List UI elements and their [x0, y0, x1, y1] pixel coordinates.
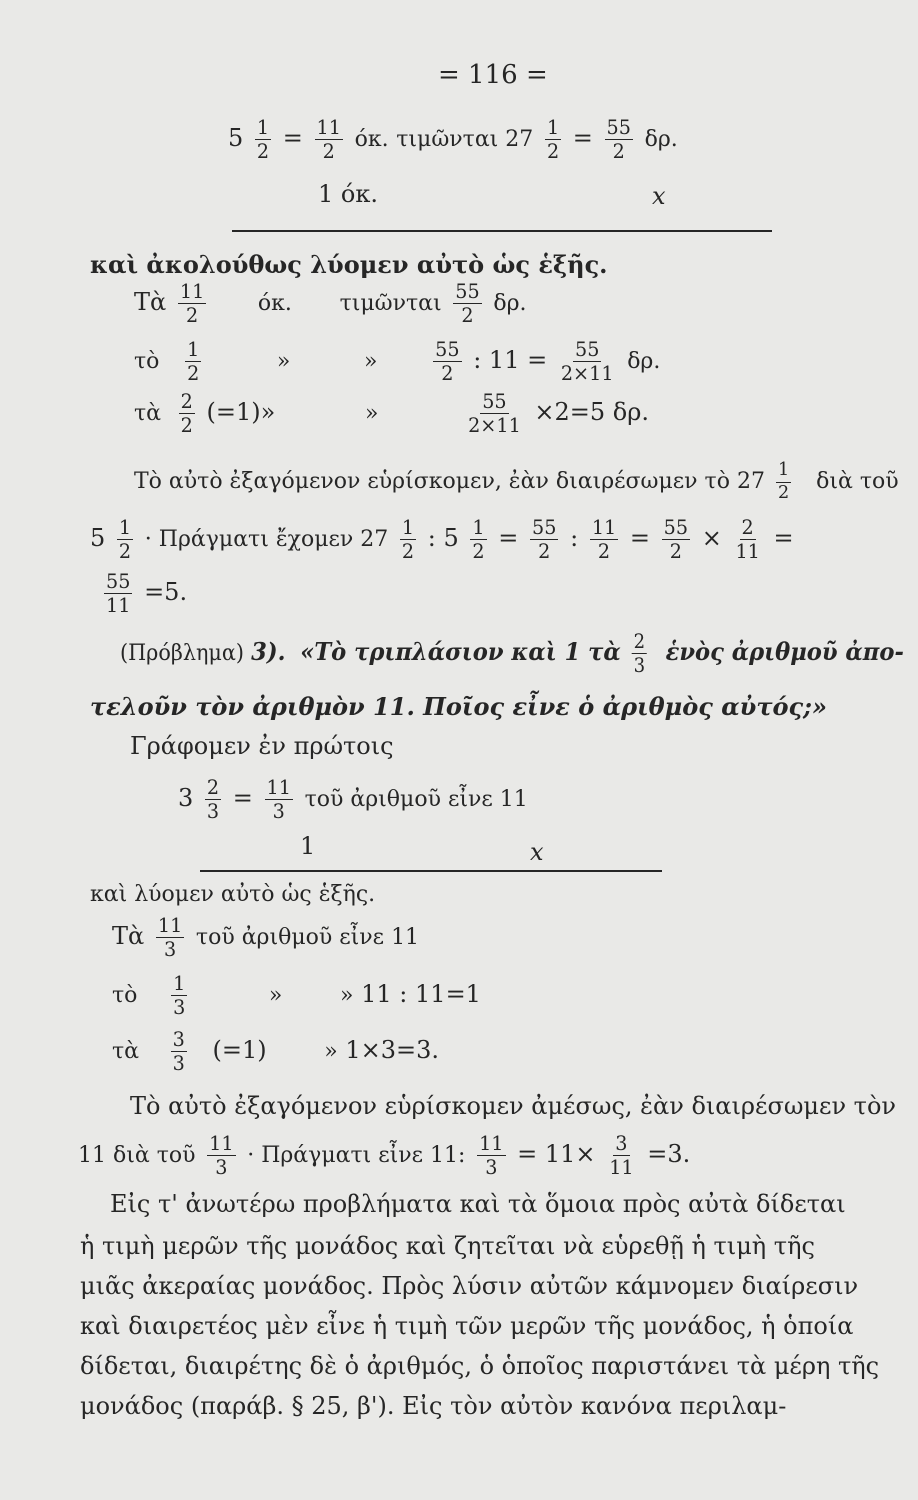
fraction-num: 1 — [118, 516, 132, 539]
text: =3. — [647, 1140, 691, 1169]
problem-3-line-1 — [120, 630, 904, 678]
unknown-x: x — [652, 182, 666, 210]
fraction-2-2 — [179, 390, 195, 438]
divide-11: : 11 = — [473, 346, 548, 375]
text-kai-akolouthos: καὶ ἀκολούθως λύομεν αὐτὸ ὡς ἑξῆς. — [90, 250, 608, 279]
fraction-den: 2 — [180, 414, 193, 438]
one-oka: 1 όκ. — [318, 180, 378, 208]
fraction-1-2 — [185, 338, 201, 386]
problem-text: τελοῦν τὸν ἀριθμὸν — [90, 692, 365, 721]
fraction-den: 2 — [669, 540, 682, 564]
fraction-den: 3 — [215, 1156, 228, 1180]
text: · Πράγματι ἔχομεν 27 — [144, 527, 389, 553]
text: 11 : 11=1 — [361, 980, 481, 1009]
paragraph-1-line-2 — [90, 516, 794, 564]
fraction-num: 55 — [606, 116, 631, 139]
unit-drachma: δρ. — [644, 127, 678, 153]
paragraph-1-line-3 — [100, 570, 188, 618]
fraction-num: 2 — [206, 776, 220, 799]
fraction-num: 1 — [546, 116, 560, 139]
fraction-den: 3 — [485, 1156, 498, 1180]
result-5: =5. — [144, 578, 188, 607]
whole-3: 3 — [178, 784, 194, 813]
fraction-55-2x11 — [466, 390, 523, 438]
ta-label: τὰ — [134, 401, 162, 427]
fraction-11-2 — [590, 516, 618, 564]
step-line-2 — [134, 338, 661, 386]
fraction-2-3 — [632, 630, 647, 678]
fraction-11-3 — [207, 1132, 235, 1180]
fraction-den: 2 — [612, 140, 625, 164]
fraction-num: 11 — [209, 1132, 234, 1155]
fraction-den: 2 — [185, 304, 199, 328]
fraction-2-3 — [205, 776, 221, 824]
text: = 11× — [517, 1140, 596, 1169]
fraction-den: 3 — [172, 1052, 185, 1076]
fraction-num: 1 — [401, 516, 415, 539]
fraction-55-2 — [433, 338, 461, 386]
ta-label: τὰ — [112, 1039, 140, 1065]
fraction-den: 2 — [538, 540, 551, 564]
fraction-num: 11 — [316, 116, 341, 139]
paragraph-3-line: δίδεται, διαιρέτης δὲ ὁ ἀριθμός, ὁ ὁποῖος παριστάνει τὰ μέρη τῆς — [80, 1352, 880, 1380]
fraction-num: 55 — [482, 390, 507, 413]
fraction-num: 55 — [663, 516, 689, 539]
fraction-num: 3 — [615, 1132, 628, 1155]
fraction-55-2 — [605, 116, 633, 164]
whole-5: 5 — [228, 124, 244, 153]
problem-text: ἑνὸς ἀριθμοῦ ἀπο- — [665, 637, 904, 667]
equals: = — [498, 524, 519, 553]
fraction-1-2 — [255, 116, 271, 164]
text: · Πράγματι εἶνε 11: — [247, 1143, 466, 1169]
fraction-num: 1 — [776, 462, 791, 483]
text: διὰ τοῦ — [816, 469, 899, 495]
problem-label: (Πρόβλημα) — [120, 641, 244, 667]
fraction-den: 2 — [777, 482, 790, 503]
fraction-num: 55 — [106, 570, 131, 593]
paragraph-3-line: Εἰς τ' ἀνωτέρω προβλήματα καὶ τὰ ὅμοια πρὸς αὐτὰ δίδεται — [110, 1190, 846, 1218]
fraction-den: 11 — [735, 540, 760, 564]
fraction-den: 2 — [401, 540, 415, 564]
whole-5: 5 — [90, 524, 106, 553]
unit-oka: όκ. — [257, 291, 292, 317]
fraction-den: 3 — [173, 996, 186, 1020]
to-label: τὸ — [134, 349, 160, 375]
fraction-num: 55 — [532, 516, 557, 539]
fraction-1-3 — [171, 972, 187, 1020]
text: 11 διὰ τοῦ — [78, 1143, 196, 1169]
page-number: = 116 = — [438, 60, 548, 90]
fraction-2-11 — [733, 516, 761, 564]
text-kai-lyomen: καὶ λύομεν αὐτὸ ὡς ἑξῆς. — [90, 882, 376, 907]
solve-line-1 — [112, 914, 420, 962]
ta-label: Τὰ — [112, 922, 145, 951]
fraction-den: 3 — [163, 938, 177, 962]
fraction-num: 3 — [172, 1028, 185, 1051]
solve-line-2 — [112, 972, 481, 1020]
unit-drachma: δρ. — [493, 291, 527, 317]
fraction-den: 2 — [546, 140, 560, 164]
problem-question: Ποῖος εἶνε ὁ ἀριθμὸς αὐτός;» — [423, 692, 827, 721]
unknown-x: x — [530, 838, 544, 866]
fraction-55-2 — [662, 516, 690, 564]
fraction-num: 2 — [741, 516, 754, 539]
fraction-num: 11 — [179, 280, 205, 303]
fraction-den: 11 — [106, 594, 131, 618]
fraction-den: 2 — [472, 540, 485, 564]
fraction-11-3 — [265, 776, 293, 824]
text: Τὸ αὐτὸ ἐξαγόμενον εὑρίσκομεν, ἐὰν διαιρέσωμεν τὸ 27 — [134, 469, 765, 495]
fraction-55-2x11 — [559, 338, 616, 386]
colon-5: : 5 — [427, 524, 459, 553]
equals: = — [232, 784, 253, 813]
problem-number: 3). — [251, 637, 286, 667]
ditto-mark: » — [364, 401, 379, 427]
equals: = — [282, 124, 303, 153]
fraction-11-2 — [178, 280, 206, 328]
fraction-num: 11 — [591, 516, 617, 539]
fraction-den: 2 — [597, 540, 611, 564]
timontai-27: τιμῶνται 27 — [396, 127, 534, 153]
fraction-11-3 — [156, 914, 184, 962]
fraction-den: 2 — [187, 362, 200, 386]
ditto-mark: » — [340, 983, 354, 1009]
setup-one: 1 — [300, 832, 316, 860]
paragraph-2-line-1: Τὸ αὐτὸ ἐξαγόμενον εὑρίσκομεν ἀμέσως, ἐὰν διαιρέσωμεν τὸν — [130, 1092, 896, 1120]
equals: = — [773, 524, 794, 553]
equals: = — [572, 124, 593, 153]
fraction-den: 2 — [118, 540, 132, 564]
ditto-mark: » — [276, 349, 291, 375]
text: 1×3=3. — [345, 1036, 440, 1065]
problem-number-11: 11. — [373, 692, 415, 721]
fraction-1-2 — [776, 462, 791, 502]
fraction-num: 11 — [479, 1132, 504, 1155]
fraction-3-3 — [171, 1028, 187, 1076]
text: τοῦ ἀριθμοῦ εἶνε 11 — [304, 787, 528, 813]
fraction-num: 55 — [574, 338, 600, 361]
ditto-mark: » — [324, 1039, 338, 1065]
equals-one: (=1) — [212, 1036, 267, 1065]
grafomen-text: Γράφομεν ἐν πρώτοις — [130, 732, 394, 760]
fraction-11-3 — [477, 1132, 505, 1180]
fraction-num: 55 — [455, 280, 480, 303]
paragraph-3-line: καὶ διαιρετέος μὲν εἶνε ἡ τιμὴ τῶν μερῶν τῆς μονάδος, ἡ ὁποία — [80, 1312, 854, 1340]
fraction-den: 2 — [461, 304, 474, 328]
ta-label: Τὰ — [134, 288, 167, 317]
problem-text: «Τὸ τριπλάσιον καὶ 1 τὰ — [300, 637, 621, 667]
fraction-num: 2 — [180, 390, 193, 413]
fraction-den: 2 — [322, 140, 335, 164]
ditto-mark: » — [364, 349, 378, 375]
unit-drachma: δρ. — [627, 349, 661, 375]
fraction-num: 1 — [472, 516, 485, 539]
fraction-num: 2 — [633, 630, 646, 653]
fraction-1-2 — [470, 516, 486, 564]
fraction-55-11 — [104, 570, 132, 618]
fraction-den: 2×11 — [560, 362, 614, 386]
unit-oka: όκ. — [354, 127, 389, 153]
step-line-3 — [134, 390, 649, 438]
fraction-1-2b — [545, 116, 561, 164]
fraction-den: 2 — [441, 362, 454, 386]
fraction-1-2 — [117, 516, 133, 564]
fraction-den: 11 — [609, 1156, 634, 1180]
times-result: ×2=5 δρ. — [534, 398, 649, 427]
fraction-55-2 — [530, 516, 558, 564]
colon: : — [570, 524, 579, 553]
fraction-11-2 — [315, 116, 343, 164]
equals-one: (=1)» — [206, 398, 276, 427]
paragraph-1-line-1 — [134, 462, 899, 502]
divider-rule — [200, 870, 662, 872]
paragraph-2-line-2 — [78, 1132, 691, 1180]
fraction-den: 3 — [206, 800, 220, 824]
fraction-1-2 — [400, 516, 416, 564]
fraction-den: 3 — [272, 800, 285, 824]
fraction-3-11 — [607, 1132, 635, 1180]
paragraph-3-line: μιᾶς ἀκεραίας μονάδος. Πρὸς λύσιν αὐτῶν κάμνομεν διαίρεσιν — [80, 1272, 859, 1300]
equation-line-1 — [228, 116, 678, 164]
fraction-num: 11 — [157, 914, 183, 937]
timontai: τιμῶνται — [339, 291, 442, 317]
fraction-num: 1 — [173, 972, 186, 995]
text: τοῦ ἀριθμοῦ εἶνε 11 — [195, 925, 420, 951]
paragraph-3-line: ἡ τιμὴ μερῶν τῆς μονάδος καὶ ζητεῖται νὰ εὑρεθῇ ἡ τιμὴ τῆς — [80, 1232, 815, 1260]
ditto-mark: » — [268, 983, 283, 1009]
fraction-num: 11 — [266, 776, 291, 799]
fraction-den: 2 — [256, 140, 270, 164]
step-line-1 — [134, 280, 527, 328]
equals: = — [629, 524, 650, 553]
to-label: τὸ — [112, 983, 138, 1009]
fraction-den: 2×11 — [468, 414, 521, 438]
fraction-den: 3 — [633, 654, 646, 678]
fraction-num: 55 — [435, 338, 460, 361]
times: × — [701, 524, 722, 553]
divider-rule — [232, 230, 772, 232]
setup-line-1 — [178, 776, 528, 824]
fraction-num: 1 — [187, 338, 200, 361]
fraction-55-2 — [453, 280, 481, 328]
problem-3-line-2 — [90, 692, 827, 721]
fraction-num: 1 — [256, 116, 270, 139]
solve-line-3 — [112, 1028, 440, 1076]
paragraph-3-line: μονάδος (παράβ. § 25, β'). Εἰς τὸν αὐτὸν κανόνα περιλαμ- — [80, 1392, 787, 1420]
